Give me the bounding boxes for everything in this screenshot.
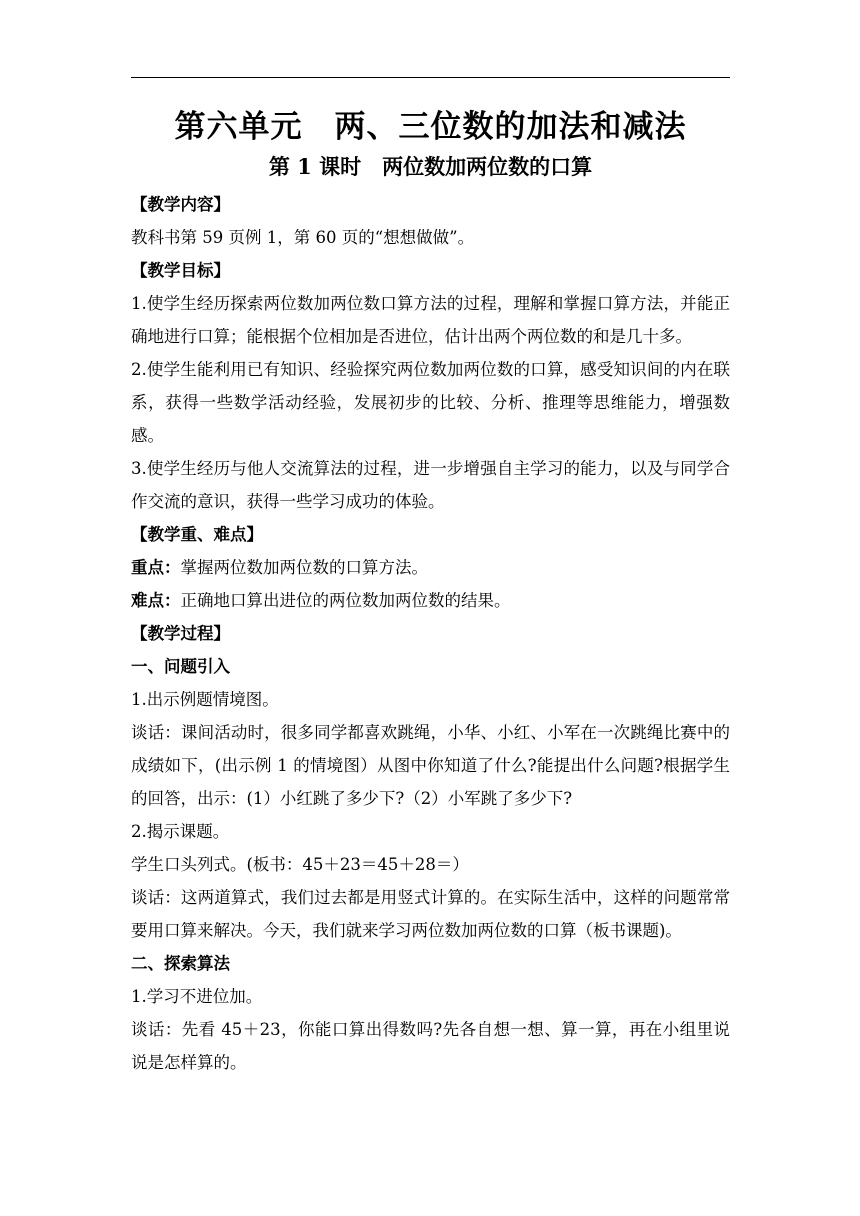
part2-talk1: 谈话：先看 45＋23，你能口算出得数吗?先各自想一想、算一算，再在小组里说说是怎样算的。 bbox=[131, 1020, 730, 1072]
document-body bbox=[131, 104, 730, 1079]
key-points-heading: 【教学重、难点】 bbox=[131, 525, 263, 544]
part1-talk1: 谈话：课间活动时，很多同学都喜欢跳绳，小华、小红、小军在一次跳绳比赛中的成绩如下，(出示例 1 的情境图）从图中你知道了什么?能提出什么问题?根据学生的回答，出示：(1）小红跳了多少下?（2）小军跳了多少下? bbox=[131, 723, 730, 808]
part1-heading: 一、问题引入 bbox=[131, 657, 230, 676]
part2-step1: 1.学习不进位加。 bbox=[131, 987, 263, 1006]
goal-1: 1.使学生经历探索两位数加两位数口算方法的过程，理解和掌握口算方法，并能正确地进行口算；能根据个位相加是否进位，估计出两个两位数的和是几十多。 bbox=[131, 294, 730, 346]
part1-board: 学生口头列式。(板书：45＋23＝45＋28＝） bbox=[131, 855, 469, 874]
part2-heading: 二、探索算法 bbox=[131, 954, 230, 973]
teaching-goals-heading: 【教学目标】 bbox=[131, 261, 230, 280]
teaching-content-heading: 【教学内容】 bbox=[131, 195, 230, 214]
goal-3: 3.使学生经历与他人交流算法的过程，进一步增强自主学习的能力，以及与同学合作交流的意识，获得一些学习成功的体验。 bbox=[131, 459, 730, 511]
difficult-point-text: 正确地口算出进位的两位数加两位数的结果。 bbox=[180, 591, 511, 610]
part1-talk2: 谈话：这两道算式，我们过去都是用竖式计算的。在实际生活中，这样的问题常常要用口算来解决。今天，我们就来学习两位数加两位数的口算（板书课题)。 bbox=[131, 888, 730, 940]
key-point-text: 掌握两位数加两位数的口算方法。 bbox=[180, 558, 428, 577]
difficult-point bbox=[131, 584, 730, 617]
part1-step1: 1.出示例题情境图。 bbox=[131, 690, 279, 709]
difficult-point-label: 难点： bbox=[131, 591, 181, 610]
key-point-label: 重点： bbox=[131, 558, 181, 577]
part1-step2: 2.揭示课题。 bbox=[131, 822, 230, 841]
header-rule bbox=[131, 77, 730, 78]
goal-2: 2.使学生能利用已有知识、经验探究两位数加两位数的口算，感受知识间的内在联系，获得一些数学活动经验，发展初步的比较、分析、推理等思维能力，增强数感。 bbox=[131, 360, 730, 445]
lesson-subtitle: 第 1 课时 两位数加两位数的口算 bbox=[268, 154, 593, 179]
teaching-content-text: 教科书第 59 页例 1，第 60 页的“想想做做”。 bbox=[131, 228, 475, 247]
page-title: 第六单元 两、三位数的加法和减法 bbox=[174, 109, 687, 145]
teaching-process-heading: 【教学过程】 bbox=[131, 624, 230, 643]
key-point bbox=[131, 551, 730, 584]
